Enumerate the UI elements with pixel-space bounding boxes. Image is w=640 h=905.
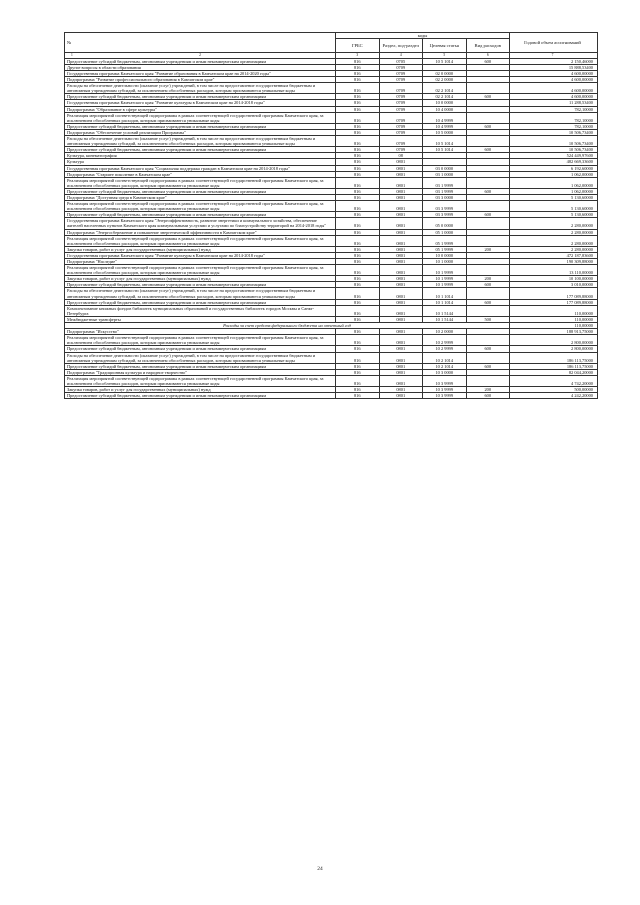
row-grbs: 816 — [336, 136, 380, 147]
table-row — [65, 218, 598, 229]
row-cs: 10 2 1014 — [423, 363, 467, 369]
row-rz: 0801 — [379, 252, 423, 258]
row-rz: 0801 — [379, 316, 423, 322]
row-rz: 0709 — [379, 64, 423, 70]
row-cs: 10 2 9999 — [423, 335, 467, 346]
table-row — [65, 288, 598, 299]
page-number: 24 — [317, 866, 323, 872]
row-sum: 4 600,00000 — [510, 83, 598, 94]
row-grbs: 816 — [336, 83, 380, 94]
row-cs: 10 0 0000 — [423, 100, 467, 106]
row-rz: 0801 — [379, 329, 423, 335]
row-rz: 0801 — [379, 159, 423, 165]
row-cs: 03 1 0000 — [423, 171, 467, 177]
row-name: Закупка товаров, работ и услуг для государственных (муниципальных) нужд — [65, 387, 336, 393]
row-vr: 600 — [466, 346, 510, 352]
row-sum: 10 506,73400 — [510, 147, 598, 153]
row-cs: 10 1 9999 — [423, 276, 467, 282]
row-rz: 0709 — [379, 123, 423, 129]
row-name: Расходы на обеспечение деятельности (оказание услуг) учреждений, в том числе на предоставление государственным бюджетным и автономным учреждениям субсидий, за исключением обособленных расходов, которым присваиваются уникальные коды — [65, 83, 336, 94]
row-sum: 4 600,00000 — [510, 71, 598, 77]
table-row — [65, 265, 598, 276]
row-vr: 500 — [466, 316, 510, 322]
row-vr — [466, 288, 510, 299]
row-sum: 2 280,00000 — [510, 246, 598, 252]
row-vr: 600 — [466, 58, 510, 64]
row-sum: 177 089,88000 — [510, 288, 598, 299]
row-name: Расходы на обеспечение деятельности (оказание услуг) учреждений, в том числе на предоставление государственным бюджетным и автономным учреждениям субсидий, за исключением обособленных расходов, которым присваиваются уникальные коды — [65, 288, 336, 299]
row-name: Реализация мероприятий соответствующей подпрограммы в рамках соответствующей государственной программы Камчатского края, за исключением обособленных расходов, которым присваиваются уникальные коды — [65, 235, 336, 246]
row-rz: 0801 — [379, 212, 423, 218]
row-rz: 0709 — [379, 112, 423, 123]
row-cs: 10 3 9999 — [423, 393, 467, 399]
table-row — [65, 201, 598, 212]
column-number-cell: 3 — [336, 53, 380, 58]
row-sum: 4 742,20000 — [510, 375, 598, 386]
row-vr: 600 — [466, 94, 510, 100]
row-sum: 3 010,00000 — [510, 282, 598, 288]
row-name: Реализация мероприятий соответствующей подпрограммы в рамках соответствующей государственной программы Камчатского края, за исключением обособленных расходов, которым присваиваются уникальные коды — [65, 112, 336, 123]
row-grbs: 816 — [336, 276, 380, 282]
row-name: Предоставление субсидий бюджетным, автономным учреждениям и иным некоммерческим организациям — [65, 188, 336, 194]
row-vr — [466, 305, 510, 316]
column-number-cell: 4 — [379, 53, 423, 58]
table-row — [65, 352, 598, 363]
row-name: Подпрограмма "Традиционная культура и народное творчество" — [65, 369, 336, 375]
row-vr: 200 — [466, 387, 510, 393]
row-cs: 02 0 0000 — [423, 71, 467, 77]
table-row — [65, 235, 598, 246]
row-rz: 0709 — [379, 136, 423, 147]
row-name: Подпрограмма "Образование в сфере культуры" — [65, 106, 336, 112]
row-cs: 02 2 1014 — [423, 83, 467, 94]
row-grbs: 816 — [336, 171, 380, 177]
row-grbs: 816 — [336, 94, 380, 100]
row-grbs: 816 — [336, 100, 380, 106]
column-number-cell: 5 — [423, 53, 467, 58]
row-rz: 0801 — [379, 194, 423, 200]
table-row — [65, 393, 598, 399]
row-rz: 08 — [379, 153, 423, 159]
row-sum: 2 280,00000 — [510, 218, 598, 229]
table-row — [65, 112, 598, 123]
row-grbs: 816 — [336, 77, 380, 83]
row-name: Культура — [65, 159, 336, 165]
row-grbs: 816 — [336, 229, 380, 235]
row-cs: 03 0 0000 — [423, 165, 467, 171]
row-cs: 02 2 1014 — [423, 94, 467, 100]
row-vr — [466, 375, 510, 386]
table-body — [65, 58, 598, 398]
row-sum: 2 280,00000 — [510, 235, 598, 246]
row-name: Государственная программа Камчатского края "Развитие культуры в Камчатском крае на 2014-2018 годы" — [65, 252, 336, 258]
row-sum: 5 130,60000 — [510, 212, 598, 218]
row-name: Подпрограмма "Обеспечение условий реализации Программы" — [65, 129, 336, 135]
row-vr — [466, 201, 510, 212]
row-grbs: 816 — [336, 235, 380, 246]
row-sum: 82 044,20000 — [510, 369, 598, 375]
column-number-2: 2 — [199, 53, 201, 58]
row-vr: 600 — [466, 147, 510, 153]
row-sum: 500,00000 — [510, 387, 598, 393]
table-header — [65, 33, 598, 59]
row-name: Закупка товаров, работ и услуг для государственных (муниципальных) нужд — [65, 246, 336, 252]
row-rz: 0801 — [379, 282, 423, 288]
row-cs: 05 1 9999 — [423, 235, 467, 246]
header-target: Целевая статья — [423, 39, 467, 53]
row-cs: 10 5 1014 — [423, 136, 467, 147]
row-vr: 600 — [466, 393, 510, 399]
row-sum: 13 110,00000 — [510, 265, 598, 276]
row-rz: 0709 — [379, 106, 423, 112]
row-sum: 177 089,88000 — [510, 299, 598, 305]
row-sum: 15 888,53400 — [510, 64, 598, 70]
row-sum: 110,00000 — [510, 323, 598, 329]
row-rz: 0801 — [379, 165, 423, 171]
row-sum: 186 113,75000 — [510, 363, 598, 369]
row-rz: 0709 — [379, 77, 423, 83]
row-rz: 0801 — [379, 393, 423, 399]
row-sum: 4 242,20000 — [510, 393, 598, 399]
row-cs: 10 4 0000 — [423, 106, 467, 112]
table-row — [65, 375, 598, 386]
row-vr: 600 — [466, 282, 510, 288]
header-grbs: ГРБС — [336, 39, 380, 53]
column-number-cell: 7 — [510, 53, 598, 58]
budget-table — [64, 32, 598, 399]
row-sum: 5 130,60000 — [510, 194, 598, 200]
row-name: Государственная программа Камчатского края "Развитие культуры в Камчатском крае на 2014-2018 годы" — [65, 100, 336, 106]
row-grbs: 816 — [336, 329, 380, 335]
table-row — [65, 136, 598, 147]
row-name: Культура, кинематография — [65, 153, 336, 159]
row-vr — [466, 218, 510, 229]
row-rz: 0801 — [379, 246, 423, 252]
row-cs: 10 4 9999 — [423, 123, 467, 129]
row-grbs: 816 — [336, 246, 380, 252]
row-rz: 0709 — [379, 147, 423, 153]
row-grbs: 816 — [336, 194, 380, 200]
row-sum: 110,00000 — [510, 305, 598, 316]
row-name: Предоставление субсидий бюджетным, автономным учреждениям и иным некоммерческим организациям — [65, 94, 336, 100]
row-name: Предоставление субсидий бюджетным, автономным учреждениям и иным некоммерческим организациям — [65, 147, 336, 153]
row-cs: 10 1 1014 — [423, 299, 467, 305]
row-rz: 0801 — [379, 375, 423, 386]
row-grbs: 816 — [336, 259, 380, 265]
row-name: Предоставление субсидий бюджетным, автономным учреждениям и иным некоммерческим организациям — [65, 282, 336, 288]
row-rz: 0801 — [379, 259, 423, 265]
row-grbs: 816 — [336, 106, 380, 112]
row-sum: 482 669,33600 — [510, 159, 598, 165]
row-cs: 10 3 9999 — [423, 375, 467, 386]
row-sum: 1 062,00000 — [510, 171, 598, 177]
row-name: Предоставление субсидий бюджетным, автономным учреждениям и иным некоммерческим организациям — [65, 346, 336, 352]
row-cs: 10 3 9999 — [423, 387, 467, 393]
row-rz: 0801 — [379, 352, 423, 363]
row-vr — [466, 265, 510, 276]
row-cs: 10 2 1014 — [423, 352, 467, 363]
row-rz: 0705 — [379, 58, 423, 64]
row-sum: 188 913,75000 — [510, 329, 598, 335]
column-number-cell: 6 — [466, 53, 510, 58]
row-grbs: 816 — [336, 58, 380, 64]
row-sum: 782,10000 — [510, 106, 598, 112]
row-vr — [466, 335, 510, 346]
row-grbs: 816 — [336, 305, 380, 316]
row-grbs: 816 — [336, 393, 380, 399]
row-name: Подпрограмма "Доступная среда в Камчатском крае" — [65, 194, 336, 200]
row-sum: 472 187,83600 — [510, 252, 598, 258]
row-rz: 0709 — [379, 71, 423, 77]
header-codes: коды — [336, 33, 510, 39]
row-grbs: 816 — [336, 177, 380, 188]
row-sum: 11 288,53400 — [510, 100, 598, 106]
row-rz: 0709 — [379, 94, 423, 100]
row-rz: 0801 — [379, 387, 423, 393]
row-sum: 524 449,97600 — [510, 153, 598, 159]
row-vr — [466, 83, 510, 94]
row-name: Комплектование книжных фондов библиотек муниципальных образований и государственных библиотек городов Москвы и Санкт-Петербурга — [65, 305, 336, 316]
row-cs: 10 1 9999 — [423, 265, 467, 276]
table-row — [65, 305, 598, 316]
row-rz: 0801 — [379, 177, 423, 188]
row-rz: 0801 — [379, 288, 423, 299]
row-sum: 2 800,00000 — [510, 335, 598, 346]
row-name: Подпрограмма "Наследие" — [65, 259, 336, 265]
header-sum: Годовой объем ассигнований — [510, 33, 598, 53]
row-rz: 0801 — [379, 229, 423, 235]
row-cs: 03 1 9999 — [423, 177, 467, 188]
row-cs: 03 3 9999 — [423, 212, 467, 218]
row-rz: 0801 — [379, 346, 423, 352]
row-name: Предоставление субсидий бюджетным, автономным учреждениям и иным некоммерческим организациям — [65, 212, 336, 218]
row-sum: 782,10000 — [510, 123, 598, 129]
row-vr — [466, 177, 510, 188]
row-rz: 0709 — [379, 129, 423, 135]
row-rz: 0801 — [379, 265, 423, 276]
header-razdel: Раздел, под-раздел — [379, 39, 423, 53]
row-grbs: 816 — [336, 147, 380, 153]
row-rz: 0801 — [379, 276, 423, 282]
row-cs: 05 1 9999 — [423, 246, 467, 252]
row-sum: 110,00000 — [510, 316, 598, 322]
row-name: Подпрограмма "Энергосбережение и повышение энергетической эффективности в Камчатском крае" — [65, 229, 336, 235]
row-cs: 10 2 0000 — [423, 329, 467, 335]
row-note: Расходы за счет средств федерального бюджета на отчетный год — [65, 323, 510, 329]
row-grbs: 816 — [336, 112, 380, 123]
row-grbs: 816 — [336, 352, 380, 363]
row-cs: 10 3 0000 — [423, 369, 467, 375]
row-grbs: 816 — [336, 188, 380, 194]
row-cs: 03 1 9999 — [423, 188, 467, 194]
row-name: Предоставление субсидий бюджетным, автономным учреждениям и иным некоммерческим организациям — [65, 123, 336, 129]
row-vr: 200 — [466, 276, 510, 282]
row-name: Предоставление субсидий бюджетным, автономным учреждениям и иным некоммерческим организациям — [65, 58, 336, 64]
row-cs: 05 1 0000 — [423, 229, 467, 235]
row-grbs: 816 — [336, 218, 380, 229]
row-sum: 10 506,73400 — [510, 136, 598, 147]
row-rz: 0801 — [379, 235, 423, 246]
row-sum: 782,10000 — [510, 112, 598, 123]
row-name: Закупка товаров, работ и услуг для государственных (муниципальных) нужд — [65, 276, 336, 282]
row-cs: 10 5 1014 — [423, 147, 467, 153]
row-sum: 190 309,88000 — [510, 259, 598, 265]
row-grbs: 816 — [336, 375, 380, 386]
row-cs: 02 2 0000 — [423, 77, 467, 83]
row-name: Государственная программа Камчатского края "Развитие образования в Камчатском крае на 2014-2020 годы" — [65, 71, 336, 77]
row-sum: 186 113,75000 — [510, 352, 598, 363]
row-sum: 10 506,73400 — [510, 129, 598, 135]
row-cs: 03 3 9999 — [423, 201, 467, 212]
row-sum: 2 150,46000 — [510, 58, 598, 64]
row-rz: 0801 — [379, 305, 423, 316]
row-rz: 0801 — [379, 171, 423, 177]
row-grbs: 816 — [336, 153, 380, 159]
row-grbs: 816 — [336, 212, 380, 218]
row-grbs: 816 — [336, 369, 380, 375]
row-cs: 10 5 0000 — [423, 129, 467, 135]
row-name: Реализация мероприятий соответствующей подпрограммы в рамках соответствующей государственной программы Камчатского края, за исключением обособленных расходов, которым присваиваются уникальные коды — [65, 265, 336, 276]
row-rz: 0801 — [379, 369, 423, 375]
row-vr: 600 — [466, 212, 510, 218]
row-grbs: 816 — [336, 288, 380, 299]
row-sum: 1 062,00000 — [510, 188, 598, 194]
row-sum: 1 062,00000 — [510, 177, 598, 188]
row-grbs: 816 — [336, 64, 380, 70]
row-grbs: 816 — [336, 265, 380, 276]
row-name: Государственная программа Камчатского края "Социальная поддержка граждан в Камчатском крае на 2014-2018 годы" — [65, 165, 336, 171]
row-grbs: 816 — [336, 387, 380, 393]
table-row — [65, 177, 598, 188]
row-name: Другие вопросы в области образования — [65, 64, 336, 70]
table-row — [65, 335, 598, 346]
row-cs: 10 4 9999 — [423, 112, 467, 123]
column-number-1: 1 — [71, 53, 73, 58]
row-name: Предоставление субсидий бюджетным, автономным учреждениям и иным некоммерческим организациям — [65, 363, 336, 369]
row-grbs: 816 — [336, 201, 380, 212]
row-cs: 10 5 1014 — [423, 58, 467, 64]
row-vr — [466, 235, 510, 246]
row-cs: 10 1 9999 — [423, 282, 467, 288]
row-name: Межбюджетные трансферты — [65, 316, 336, 322]
header-number: № — [65, 33, 336, 53]
row-grbs: 816 — [336, 252, 380, 258]
row-rz: 0801 — [379, 201, 423, 212]
row-rz: 0709 — [379, 83, 423, 94]
row-sum: 6 192,60000 — [510, 165, 598, 171]
row-name: Предоставление субсидий бюджетным, автономным учреждениям и иным некоммерческим организациям — [65, 299, 336, 305]
row-rz: 0801 — [379, 218, 423, 229]
row-rz: 0801 — [379, 299, 423, 305]
row-cs: 10 0 0000 — [423, 252, 467, 258]
table-row — [65, 83, 598, 94]
row-rz: 0801 — [379, 363, 423, 369]
row-grbs: 816 — [336, 335, 380, 346]
row-sum: 2 280,00000 — [510, 229, 598, 235]
row-cs: 03 3 0000 — [423, 194, 467, 200]
row-name: Расходы на обеспечение деятельности (оказание услуг) учреждений, в том числе на предоставление государственным бюджетным и автономным учреждениям субсидий, за исключением обособленных расходов, которым присваиваются уникальные коды — [65, 136, 336, 147]
row-sum: 10 100,00000 — [510, 276, 598, 282]
row-vr: 600 — [466, 299, 510, 305]
row-name: Реализация мероприятий соответствующей подпрограммы в рамках соответствующей государственной программы Камчатского края, за исключением обособленных расходов, которым присваиваются уникальные коды — [65, 201, 336, 212]
row-vr: 600 — [466, 188, 510, 194]
row-cs: 10 1 5144 — [423, 305, 467, 316]
row-name: Предоставление субсидий бюджетным, автономным учреждениям и иным некоммерческим организациям — [65, 393, 336, 399]
row-grbs: 816 — [336, 299, 380, 305]
header-expense-type: Вид расходов — [466, 39, 510, 53]
row-sum: 5 130,60000 — [510, 201, 598, 212]
row-vr — [466, 136, 510, 147]
row-grbs: 816 — [336, 165, 380, 171]
row-name: Расходы на обеспечение деятельности (оказание услуг) учреждений, в том числе на предоставление государственным бюджетным и автономным учреждениям субсидий, за исключением обособленных расходов, которым присваиваются уникальные коды — [65, 352, 336, 363]
row-grbs: 816 — [336, 123, 380, 129]
row-grbs: 816 — [336, 282, 380, 288]
row-rz: 0801 — [379, 188, 423, 194]
row-name: Подпрограмма "Искусство" — [65, 329, 336, 335]
row-vr: 600 — [466, 363, 510, 369]
row-rz: 0801 — [379, 335, 423, 346]
row-cs: 10 2 9999 — [423, 346, 467, 352]
row-vr — [466, 112, 510, 123]
row-name: Подпрограмма "Развитие профессионального образования в Камчатском крае" — [65, 77, 336, 83]
row-vr: 200 — [466, 246, 510, 252]
row-sum: 2 800,00000 — [510, 346, 598, 352]
row-sum: 4 600,00000 — [510, 77, 598, 83]
row-name: Реализация мероприятий соответствующей подпрограммы в рамках соответствующей государственной программы Камчатского края, за исключением обособленных расходов, которым присваиваются уникальные коды — [65, 177, 336, 188]
row-grbs: 816 — [336, 363, 380, 369]
row-cs: 10 1 5144 — [423, 316, 467, 322]
row-grbs: 816 — [336, 71, 380, 77]
row-cs: 10 1 1014 — [423, 288, 467, 299]
budget-sheet — [64, 32, 598, 399]
column-number-cell — [65, 53, 336, 58]
row-grbs: 816 — [336, 346, 380, 352]
row-vr: 600 — [466, 123, 510, 129]
row-rz: 0709 — [379, 100, 423, 106]
row-name: Реализация мероприятий соответствующей подпрограммы в рамках соответствующей государственной программы Камчатского края, за исключением обособленных расходов, которым присваиваются уникальные коды — [65, 375, 336, 386]
row-vr — [466, 352, 510, 363]
row-name: Подпрограмма "Старшее поколение в Камчатском крае" — [65, 171, 336, 177]
row-grbs: 816 — [336, 159, 380, 165]
row-sum: 4 600,00000 — [510, 94, 598, 100]
row-cs: 10 1 0000 — [423, 259, 467, 265]
row-grbs: 816 — [336, 129, 380, 135]
row-grbs: 816 — [336, 316, 380, 322]
row-cs: 05 0 0000 — [423, 218, 467, 229]
row-name: Государственная программа Камчатского края "Энергоэффективность, развитие энергетики и коммунального хозяйства, обеспечение жителей населенных пунктов Камчатского края коммунальными услугами и услугами по благоустройству территорий на 2014-2018 годы" — [65, 218, 336, 229]
row-name: Реализация мероприятий соответствующей подпрограммы в рамках соответствующей государственной программы Камчатского края, за исключением обособленных расходов, которым присваиваются уникальные коды — [65, 335, 336, 346]
